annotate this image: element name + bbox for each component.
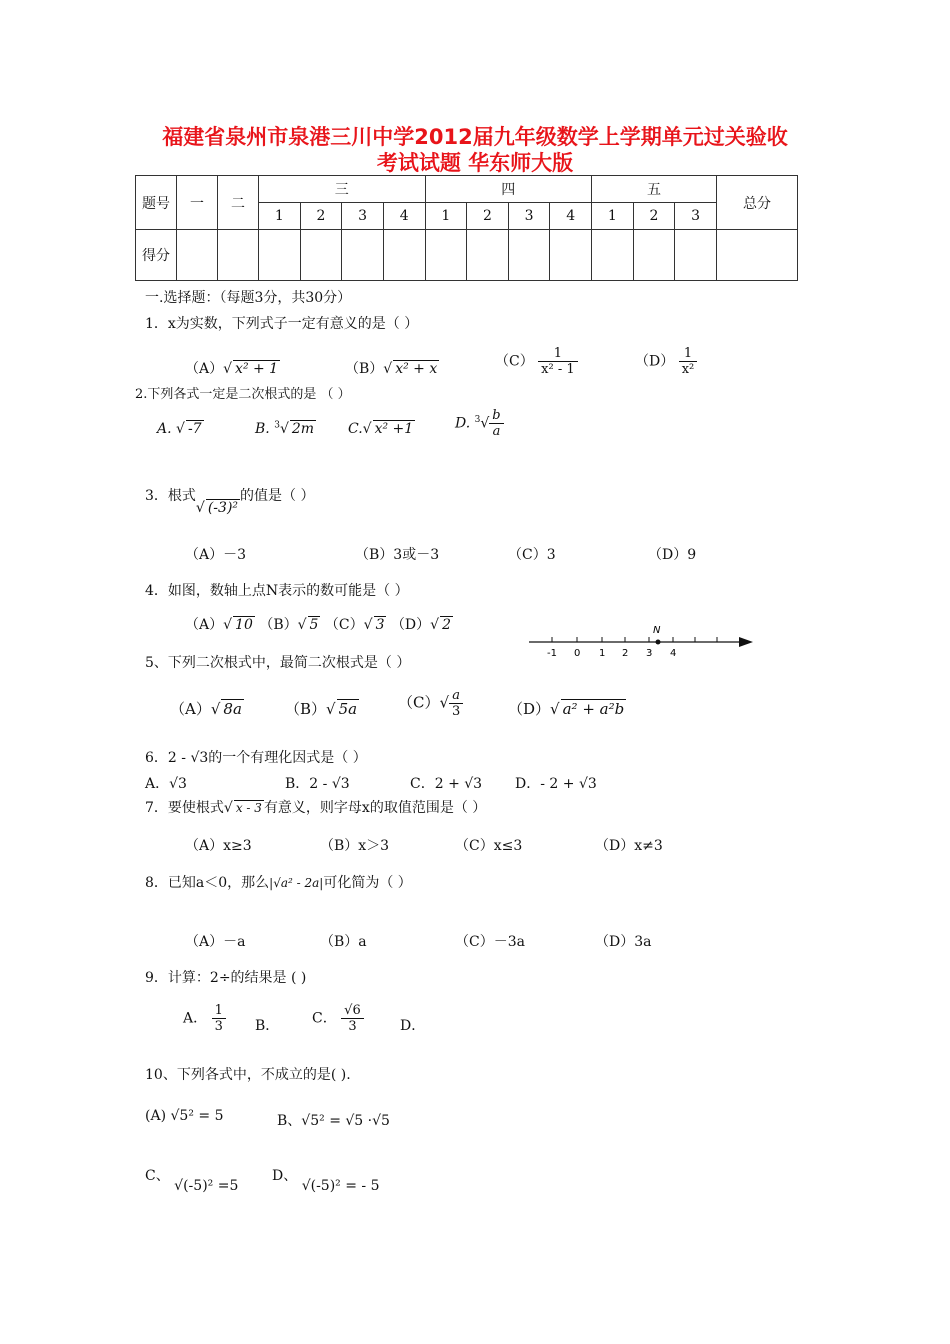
q2-option-a-label: A. xyxy=(157,421,172,437)
score-input-cell[interactable] xyxy=(550,230,592,281)
q10-option-a xyxy=(145,1108,223,1124)
q2-option-b: B. $^3$√ 2m xyxy=(255,420,315,437)
q7-stem-post: 有意义，则字母x的取值范围是（ ） xyxy=(263,800,487,816)
q1-option-c-den: x² - 1 xyxy=(541,362,575,377)
q2-stem: 2.下列各式一定是二次根式的是 （ ） xyxy=(135,387,351,402)
section-5-cell: 五 xyxy=(592,176,717,203)
q2-option-a: A. √ -7 xyxy=(157,421,202,437)
axis-label: -1 xyxy=(547,648,557,659)
axis-label: 3 xyxy=(646,648,653,659)
q5-option-b-expr: 5a xyxy=(338,700,358,718)
q8-stem-post: 可化简为（ ） xyxy=(323,875,412,891)
q1-option-b-expr: x² + x xyxy=(395,361,438,377)
q5-option-d-label: （D） xyxy=(508,700,551,718)
q1-option-c xyxy=(495,346,578,377)
axis-label: 0 xyxy=(574,648,581,659)
q7-option-d: （D）x≠3 xyxy=(595,838,663,854)
sub-cell: 1 xyxy=(259,203,301,230)
q4-option-c-label: （C） xyxy=(324,617,364,633)
q10-option-c-expr: √(-5)² =5 xyxy=(174,1178,239,1194)
q-label-cell: 题号 xyxy=(136,176,177,230)
q10-option-d-expr: √(-5)² = - 5 xyxy=(301,1178,380,1194)
q9-option-d: D． xyxy=(400,1018,426,1034)
q9-option-a-num: 1 xyxy=(212,1003,226,1019)
q8-stem-pre: 8．已知a＜0，那么 xyxy=(145,875,270,891)
q4-option-d-expr: 2 xyxy=(442,617,452,633)
q10-option-d-label: D、 xyxy=(272,1168,298,1184)
score-input-cell[interactable] xyxy=(675,230,717,281)
q7-option-a: （A）x≥3 xyxy=(185,838,252,854)
q10-option-b-label: B、 xyxy=(277,1113,302,1129)
q7-stem: 7．要使根式√ x - 3 有意义，则字母x的取值范围是（ ） xyxy=(145,800,487,816)
sub-cell: 1 xyxy=(425,203,467,230)
q1-option-d-label: （D） xyxy=(635,353,675,370)
q2-option-b-label: B. xyxy=(255,421,270,437)
q1-option-c-label: （C） xyxy=(495,353,534,370)
q8-option-b: （B）a xyxy=(320,934,367,950)
q3-option-c: （C）3 xyxy=(508,547,556,563)
q10-option-c-label: C、 xyxy=(145,1168,170,1184)
q6-option-c-expr: 2 + √3 xyxy=(434,776,483,792)
q5-option-a-label: （A） xyxy=(170,700,211,718)
q4-option-a-label: （A） xyxy=(185,617,224,633)
q8-expr: |√a² - 2a| xyxy=(269,876,324,890)
q3-expr: (-3)² xyxy=(207,500,239,516)
document-title xyxy=(120,124,830,176)
q6-option-b xyxy=(285,773,350,793)
section-1-cell: 一 xyxy=(177,176,218,230)
q2-option-d: D. $^3$√ $\frac{b}{a}$ xyxy=(455,408,504,439)
section-2-cell: 二 xyxy=(218,176,259,230)
q2-option-d-den: a xyxy=(492,424,501,439)
q1-option-a: （A）√ x² + 1 xyxy=(185,361,279,377)
q5-option-c-den: 3 xyxy=(452,704,461,719)
q6-option-d xyxy=(515,773,597,793)
sub-cell: 3 xyxy=(675,203,717,230)
q3-option-d: （D）9 xyxy=(648,547,697,563)
q6-expr: 2 - √3 xyxy=(167,750,209,766)
q2-option-b-expr: 2m xyxy=(291,421,315,437)
axis-label: 1 xyxy=(599,648,606,659)
q6-stem-post: 的一个有理化因式是（ ） xyxy=(208,750,367,766)
q3-stem: 3．根式√ (-3)²的值是（ ） xyxy=(145,488,315,516)
q1-option-c-num: 1 xyxy=(538,346,577,362)
q6-stem xyxy=(145,747,367,767)
sub-cell: 2 xyxy=(467,203,509,230)
q7-option-c: （C）x≤3 xyxy=(455,838,523,854)
q9-stem: 9．计算：2÷的结果是 ( ) xyxy=(145,970,307,986)
q10-option-d xyxy=(272,1165,380,1194)
point-n-label: N xyxy=(653,625,661,636)
q1-option-b: （B）√ x² + x xyxy=(345,361,438,377)
q10-option-b-expr: √5² = √5 ·√5 xyxy=(301,1113,390,1129)
q10-option-a-expr: √5² = 5 xyxy=(170,1108,224,1124)
q2-option-a-expr: -7 xyxy=(187,421,202,437)
sub-cell: 1 xyxy=(592,203,634,230)
q4-options: （A）√ 10 （B）√ 5 （C）√ 3 （D）√ 2 xyxy=(185,617,452,633)
q9-option-c-label: C． xyxy=(312,1010,337,1027)
q4-option-b-label: （B） xyxy=(259,617,298,633)
q9-option-a-frac xyxy=(212,1003,226,1034)
q1-option-d xyxy=(635,346,697,377)
q1-stem: 1．x为实数，下列式子一定有意义的是（ ） xyxy=(145,316,419,332)
section-4-cell: 四 xyxy=(425,176,592,203)
q1-option-c-frac xyxy=(538,346,577,377)
axis-label: 2 xyxy=(622,648,629,659)
score-input-cell[interactable] xyxy=(633,230,675,281)
q9-option-c xyxy=(312,1003,364,1034)
q3-option-b: （B）3或－3 xyxy=(355,547,440,563)
q8-option-d: （D）3a xyxy=(595,934,652,950)
q7-stem-pre: 7．要使根式 xyxy=(145,800,224,816)
q2-option-c: C.√ x² +1 xyxy=(348,421,414,437)
q5-option-a-expr: 8a xyxy=(223,700,242,718)
score-input-cell[interactable] xyxy=(717,230,798,281)
q7-option-b: （B）x＞3 xyxy=(320,838,390,854)
score-input-cell[interactable] xyxy=(259,230,301,281)
q6-stem-pre: 6． xyxy=(145,750,168,766)
q6-option-b-label: B． xyxy=(285,776,310,792)
q2-option-c-label: C. xyxy=(348,421,363,437)
q9-option-c-num: √6 xyxy=(341,1003,364,1019)
q5-option-d-expr: a² + a²b xyxy=(562,700,625,718)
q8-stem xyxy=(145,872,412,892)
q5-option-c-num: a xyxy=(449,688,463,704)
score-input-cell[interactable] xyxy=(383,230,425,281)
q2-option-d-label: D. xyxy=(455,415,471,432)
score-input-cell[interactable] xyxy=(342,230,384,281)
q1-option-d-den: x² xyxy=(681,362,695,377)
q4-option-d-label: （D） xyxy=(390,617,431,633)
q4-option-b-expr: 5 xyxy=(309,617,319,633)
score-label-cell: 得分 xyxy=(136,230,177,281)
q3-stem-pre: 3．根式 xyxy=(145,488,196,504)
q9-option-a-label: A． xyxy=(183,1010,208,1027)
q9-option-a-den: 3 xyxy=(214,1019,223,1034)
q4-option-a-expr: 10 xyxy=(235,617,253,633)
score-table xyxy=(135,175,798,281)
number-line xyxy=(527,620,757,665)
q5-option-d: （D）√ a² + a²b xyxy=(508,700,625,718)
q5-option-c: （C）√ $\frac{a}{3}$ xyxy=(398,688,463,719)
sub-cell: 3 xyxy=(342,203,384,230)
q6-option-a-label: A． xyxy=(145,776,170,792)
q6-option-c xyxy=(410,773,482,793)
q9-option-a xyxy=(183,1003,226,1034)
q5-option-c-label: （C） xyxy=(398,693,440,712)
q6-option-a-expr: √3 xyxy=(169,776,187,792)
total-cell: 总分 xyxy=(717,176,798,230)
sub-cell: 4 xyxy=(383,203,425,230)
q6-option-a xyxy=(145,773,187,793)
q8-option-c: （C）－3a xyxy=(455,934,525,950)
q1-option-b-label: （B） xyxy=(345,361,384,377)
title-line-1: 福建省泉州市泉港三川中学2012届九年级数学上学期单元过关验收 xyxy=(162,125,788,149)
section-heading: 一.选择题：（每题3分，共30分） xyxy=(145,290,352,306)
q7-expr: x - 3 xyxy=(235,801,262,815)
score-input-cell[interactable] xyxy=(218,230,259,281)
point-n xyxy=(656,640,661,645)
score-input-cell[interactable] xyxy=(177,230,218,281)
q10-option-a-label: (A) xyxy=(145,1108,167,1124)
q6-option-b-expr: 2 - √3 xyxy=(309,776,350,792)
q1-option-d-frac xyxy=(679,346,698,377)
score-input-cell[interactable] xyxy=(592,230,634,281)
title-line-2: 考试试题 华东师大版 xyxy=(376,151,574,175)
section-3-cell: 三 xyxy=(259,176,426,203)
q6-option-d-label: D． xyxy=(515,776,541,792)
q2-option-d-frac xyxy=(489,408,503,439)
q8-option-a: （A）－a xyxy=(185,934,246,950)
q5-option-a: （A）√ 8a xyxy=(170,700,242,718)
q10-stem: 10、下列各式中，不成立的是( ). xyxy=(145,1067,351,1083)
score-input-cell[interactable] xyxy=(300,230,342,281)
sub-cell: 3 xyxy=(508,203,550,230)
q2-option-d-num: b xyxy=(489,408,503,424)
q5-option-c-frac xyxy=(449,688,463,719)
q3-stem-post: 的值是（ ） xyxy=(240,488,315,504)
sub-cell: 2 xyxy=(633,203,675,230)
q9-option-b: B． xyxy=(255,1018,280,1034)
q1-option-a-label: （A） xyxy=(185,361,224,377)
q4-option-c-expr: 3 xyxy=(375,617,385,633)
q1-option-d-num: 1 xyxy=(679,346,698,362)
sub-cell: 2 xyxy=(300,203,342,230)
q5-option-b-label: （B） xyxy=(285,700,327,718)
q6-option-d-expr: - 2 + √3 xyxy=(540,776,597,792)
score-input-cell[interactable] xyxy=(425,230,467,281)
q1-option-a-expr: x² + 1 xyxy=(235,361,279,377)
q5-option-b: （B）√ 5a xyxy=(285,700,358,718)
q6-option-c-label: C． xyxy=(410,776,435,792)
q3-option-a: （A）－3 xyxy=(185,547,247,563)
q9-option-c-frac xyxy=(341,1003,364,1034)
q10-option-b xyxy=(277,1110,390,1130)
axis-label: 4 xyxy=(670,648,677,659)
q2-option-c-expr: x² +1 xyxy=(374,421,414,437)
score-input-cell[interactable] xyxy=(508,230,550,281)
q9-option-c-den: 3 xyxy=(348,1019,357,1034)
q5-stem: 5、下列二次根式中，最简二次根式是（ ） xyxy=(145,655,411,671)
q10-option-c xyxy=(145,1165,239,1194)
score-input-cell[interactable] xyxy=(467,230,509,281)
q4-stem: 4．如图，数轴上点N表示的数可能是（ ） xyxy=(145,583,409,599)
sub-cell: 4 xyxy=(550,203,592,230)
